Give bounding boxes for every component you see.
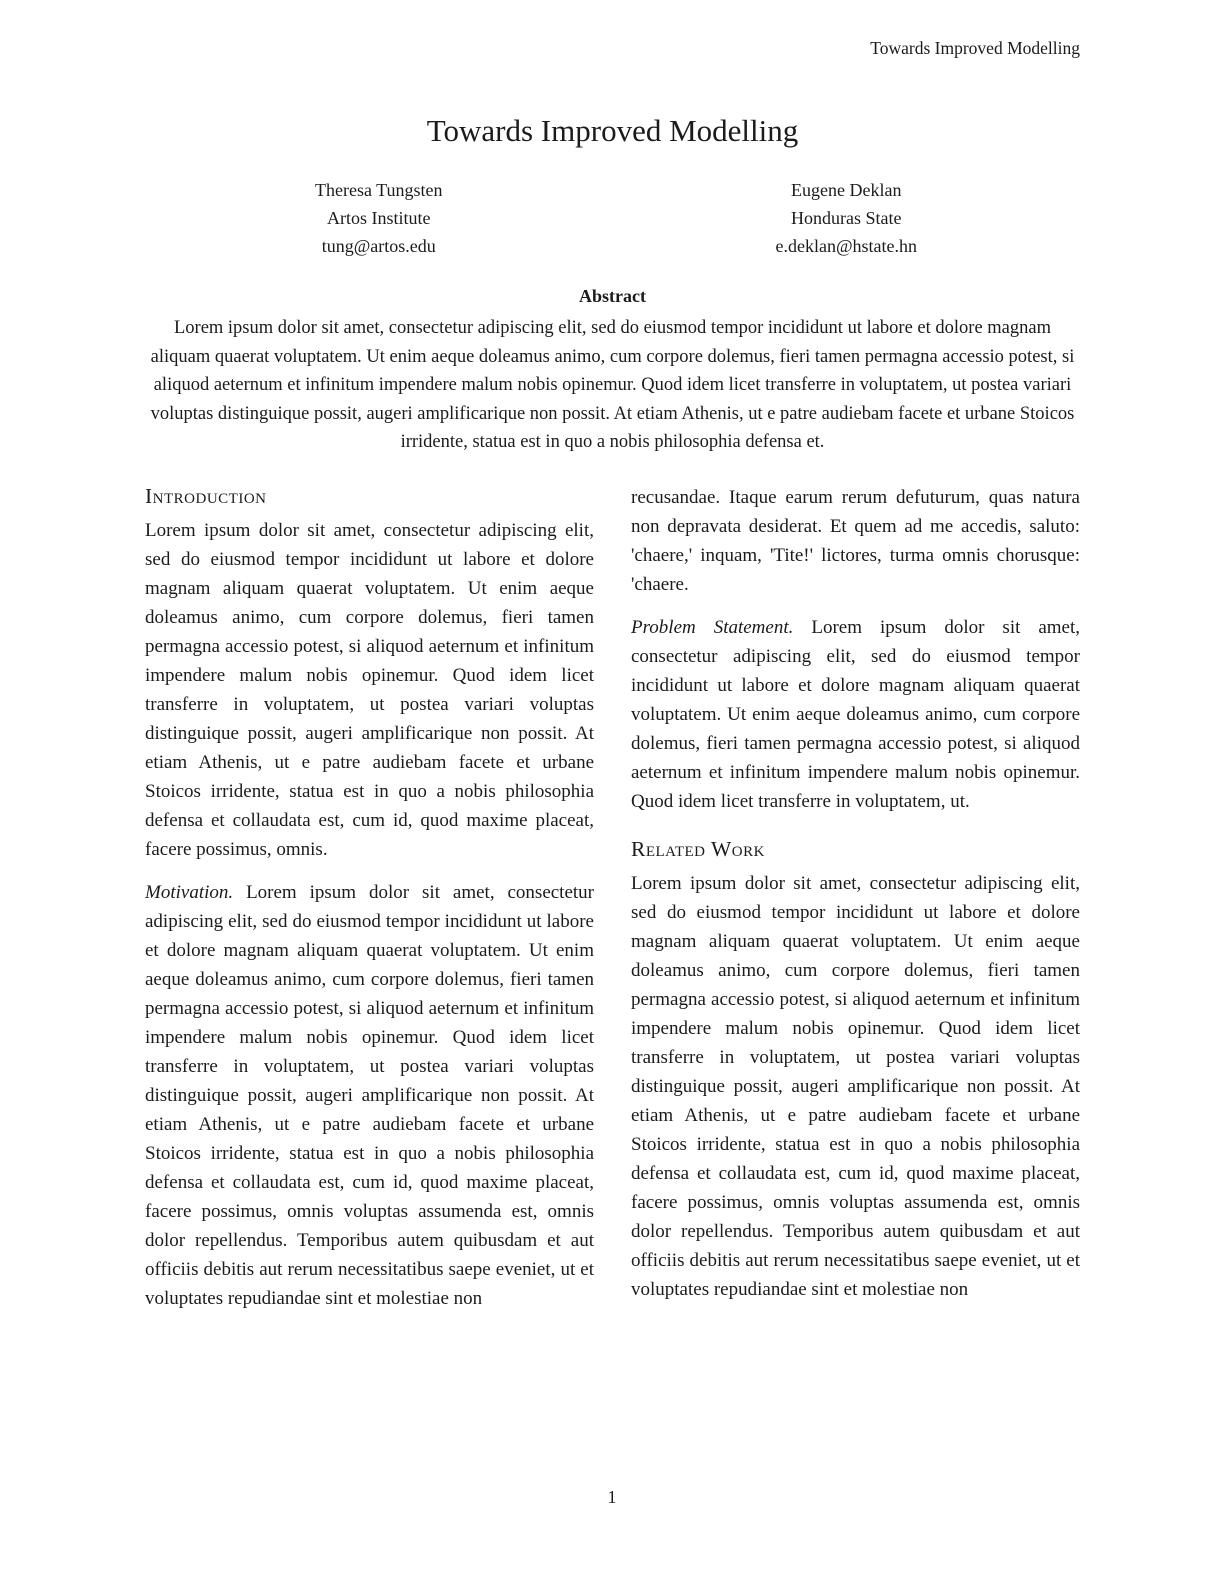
- author-1-email: tung@artos.edu: [321, 236, 436, 256]
- motivation-text: Lorem ipsum dolor sit amet, consectetur adipiscing elit, sed do eiusmod tempor incididunt ut labore et dolore magnam aliquam quaerat voluptatem. Ut enim aeque doleamus animo, cum corpore dolemus, fieri tamen permagna accessio potest, si aliquod aeternum et infinitum impendere malum nobis opinemur. Quod idem licet transferre in voluptatem, ut postea variari voluptas distinguique possit, augeri amplificarique non possit. At etiam Athenis, ut e patre audiebam facete et urbane Stoicos irridente, statua est in quo a nobis philosophia defensa et collaudata est, cum id, quod maxime placeat, facere possimus, omnis voluptas assumenda est, omnis dolor repellendus. Temporibus autem quibusdam et aut officiis debitis aut rerum necessitatibus saepe eveniet, ut et voluptates repudiandae sint et molestiae non: [145, 881, 594, 1309]
- section-heading-introduction: Introduction: [145, 483, 267, 508]
- author-2: [613, 176, 1081, 260]
- right-column: [631, 483, 1080, 1327]
- author-2-email: e.deklan@hstate.hn: [775, 236, 918, 256]
- motivation-paragraph: [145, 878, 594, 1313]
- related-work-paragraph: Lorem ipsum dolor sit amet, consectetur adipiscing elit, sed do eiusmod tempor incididunt ut labore et dolore magnam aliquam quaerat voluptatem. Ut enim aeque doleamus animo, cum corpore dolemus, fieri tamen permagna accessio potest, si aliquod aeternum et infinitum impendere malum nobis opinemur. Quod idem licet transferre in voluptatem, ut postea variari voluptas distinguique possit, augeri amplificarique non possit. At etiam Athenis, ut e patre audiebam facete et urbane Stoicos irridente, statua est in quo a nobis philosophia defensa et collaudata est, cum id, quod maxime placeat, facere possimus, omnis voluptas assumenda est, omnis dolor repellendus. Temporibus autem quibusdam et aut officiis debitis aut rerum necessitatibus saepe eveniet, ut et voluptates repudiandae sint et molestiae non: [631, 872, 1080, 1300]
- left-column: [145, 483, 594, 1327]
- continuation-paragraph: recusandae. Itaque earum rerum defuturum, quas natura non depravata desiderat. Et quem ad me accedis, saluto: 'chaere,' inquam, 'Tite!' lictores, turma omnis chorusque: 'chaere.: [631, 486, 1080, 595]
- introduction-paragraph: Lorem ipsum dolor sit amet, consectetur adipiscing elit, sed do eiusmod tempor incididunt ut labore et dolore magnam aliquam quaerat voluptatem. Ut enim aeque doleamus animo, cum corpore dolemus, fieri tamen permagna accessio potest, si aliquod aeternum et infinitum impendere malum nobis opinemur. Quod idem licet transferre in voluptatem, ut postea variari voluptas distinguique possit, augeri amplificarique non possit. At etiam Athenis, ut e patre audiebam facete et urbane Stoicos irridente, statua est in quo a nobis philosophia defensa et collaudata est, cum id, quod maxime placeat, facere possimus, omnis.: [145, 519, 594, 860]
- problem-statement-text: Lorem ipsum dolor sit amet, consectetur adipiscing elit, sed do eiusmod tempor incididunt ut labore et dolore magnam aliquam quaerat voluptatem. Ut enim aeque doleamus animo, cum corpore dolemus, fieri tamen permagna accessio potest, si aliquod aeternum et infinitum impendere malum nobis opinemur. Quod idem licet transferre in voluptatem, ut.: [631, 616, 1081, 812]
- page-number: 1: [607, 1487, 617, 1507]
- section-heading-related-work: Related Work: [631, 836, 765, 861]
- abstract-text: Lorem ipsum dolor sit amet, consectetur adipiscing elit, sed do eiusmod tempor incididunt ut labore et dolore magnam aliquam quaerat voluptatem. Ut enim aeque doleamus animo, cum corpore dolemus, fieri tamen permagna accessio potest, si aliquod aeternum et infinitum impendere malum nobis opinemur. Quod idem licet transferre in voluptatem, ut postea variari voluptas distinguique possit, augeri amplificarique non possit. At etiam Athenis, ut e patre audiebam facete et urbane Stoicos irridente, statua est in quo a nobis philosophia defensa et.: [150, 318, 1075, 452]
- problem-statement-paragraph: [631, 613, 1080, 816]
- paper-title: Towards Improved Modelling: [426, 113, 799, 148]
- author-1: [145, 176, 613, 260]
- running-head: Towards Improved Modelling: [870, 38, 1080, 58]
- two-column-body: [145, 483, 1080, 1327]
- author-1-affiliation: Artos Institute: [327, 208, 431, 228]
- author-2-name: Eugene Deklan: [791, 180, 902, 200]
- problem-statement-runin-heading: Problem Statement.: [631, 616, 794, 638]
- abstract-heading: Abstract: [579, 286, 646, 306]
- author-1-name: Theresa Tungsten: [315, 180, 443, 200]
- motivation-runin-heading: Motivation.: [145, 881, 234, 903]
- author-2-affiliation: Honduras State: [791, 208, 902, 228]
- author-block: [145, 176, 1080, 260]
